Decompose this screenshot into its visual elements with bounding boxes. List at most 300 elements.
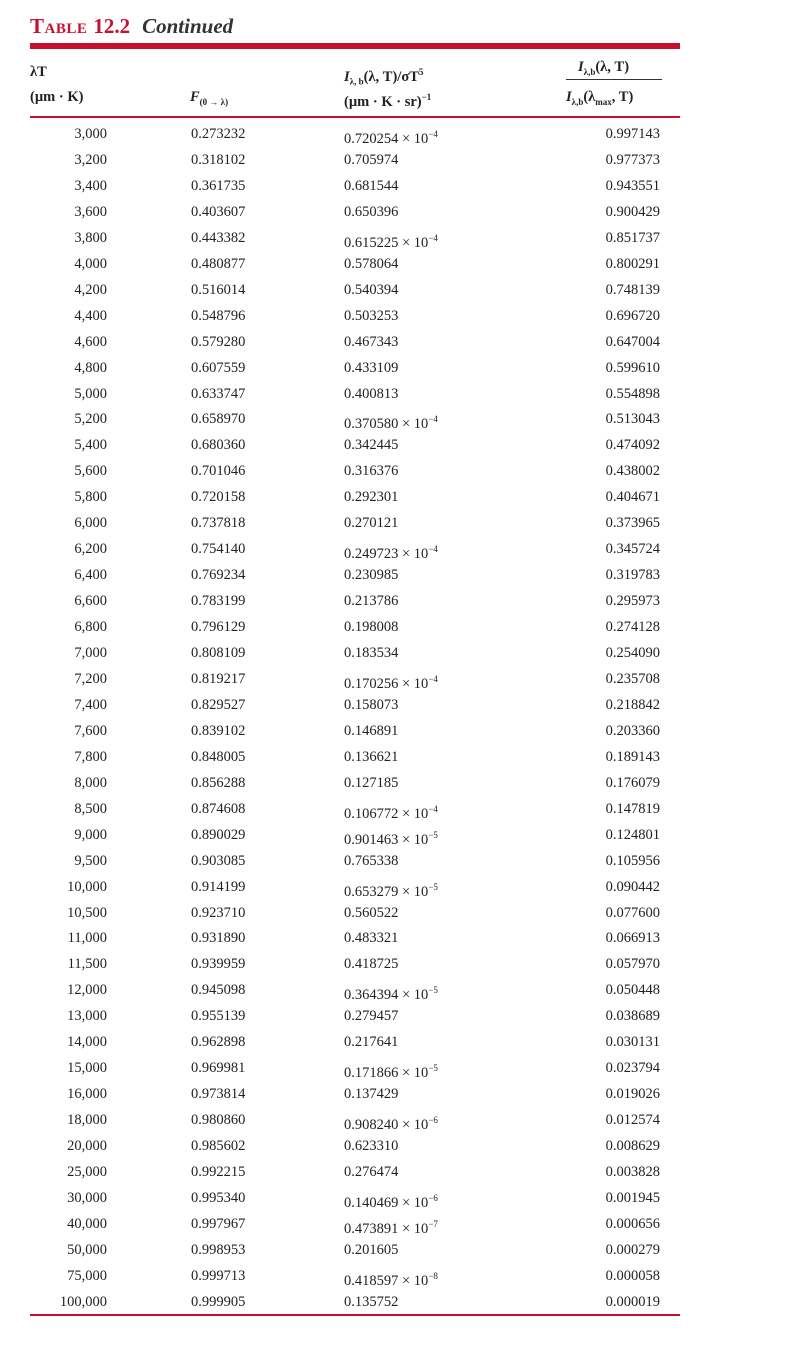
header-lambda-t-unit-label: (µm · K) xyxy=(30,89,84,105)
cell-intensity-exponent: −6 xyxy=(428,1192,438,1203)
cell-intensity-value: 0.908240 × 10 xyxy=(344,1117,429,1134)
cell-lambda-t: 7,600 xyxy=(74,722,107,739)
cell-fraction: 0.607559 xyxy=(191,359,246,376)
cell-intensity xyxy=(344,462,398,480)
cell-intensity-exponent: −5 xyxy=(428,985,438,996)
cell-ratio: 0.554898 xyxy=(605,385,660,402)
cell-fraction: 0.962898 xyxy=(191,1034,246,1051)
cell-ratio: 0.124801 xyxy=(605,826,660,843)
cell-intensity xyxy=(344,826,438,849)
cell-ratio: 0.189143 xyxy=(605,748,660,765)
cell-ratio: 0.513043 xyxy=(605,411,660,428)
cell-lambda-t: 10,500 xyxy=(67,904,107,921)
cell-lambda-t: 75,000 xyxy=(67,1267,107,1284)
table-row xyxy=(0,696,788,722)
cell-lambda-t: 3,400 xyxy=(74,177,107,194)
cell-lambda-t: 4,600 xyxy=(74,333,107,350)
cell-intensity-value: 0.127185 xyxy=(344,774,399,791)
cell-intensity-exponent: −4 xyxy=(428,414,438,425)
cell-intensity-value: 0.158073 xyxy=(344,696,399,713)
cell-intensity-value: 0.279457 xyxy=(344,1008,399,1025)
cell-intensity-value: 0.170256 × 10 xyxy=(344,675,429,692)
cell-intensity-value: 0.183534 xyxy=(344,645,399,661)
cell-intensity xyxy=(344,929,398,947)
cell-lambda-t: 14,000 xyxy=(67,1034,107,1051)
cell-intensity-value: 0.171866 × 10 xyxy=(344,1065,429,1082)
cell-intensity-value: 0.270121 xyxy=(344,515,399,532)
table-row xyxy=(0,800,788,826)
cell-fraction: 0.923710 xyxy=(191,904,246,921)
cell-intensity-exponent: −8 xyxy=(428,1270,438,1281)
cell-intensity-value: 0.135752 xyxy=(344,1293,399,1310)
cell-intensity xyxy=(344,410,438,433)
cell-lambda-t: 6,800 xyxy=(74,619,107,636)
header-rule xyxy=(30,116,680,118)
table-row xyxy=(0,904,788,930)
cell-lambda-t: 15,000 xyxy=(67,1060,107,1077)
cell-fraction: 0.443382 xyxy=(191,229,246,246)
cell-fraction: 0.769234 xyxy=(191,567,246,584)
top-rule xyxy=(30,43,680,49)
cell-ratio: 0.438002 xyxy=(605,463,660,480)
cell-ratio: 0.997143 xyxy=(605,126,660,142)
cell-ratio: 0.373965 xyxy=(605,515,660,532)
table-row xyxy=(0,1007,788,1033)
cell-intensity xyxy=(344,281,398,299)
table-row xyxy=(0,722,788,748)
cell-intensity-value: 0.198008 xyxy=(344,619,399,636)
cell-ratio: 0.800291 xyxy=(605,255,660,272)
caption-number: 12.2 xyxy=(93,14,131,38)
table-row xyxy=(0,203,788,229)
cell-lambda-t: 11,000 xyxy=(67,930,107,947)
cell-intensity xyxy=(344,177,398,195)
cell-intensity xyxy=(344,618,398,636)
cell-fraction: 0.848005 xyxy=(191,748,246,765)
cell-lambda-t: 6,600 xyxy=(74,593,107,610)
table-row xyxy=(0,359,788,385)
header-intensity-unit-label: (µm · K · sr) xyxy=(344,93,422,110)
cell-ratio: 0.000279 xyxy=(605,1241,660,1258)
cell-ratio: 0.105956 xyxy=(605,852,660,869)
cell-lambda-t: 7,200 xyxy=(74,670,107,687)
table-row xyxy=(0,255,788,281)
cell-ratio: 0.319783 xyxy=(605,567,660,584)
cell-intensity-exponent: −4 xyxy=(428,544,438,555)
cell-intensity xyxy=(344,1085,398,1103)
header-ratio-num-expr: (λ, T) xyxy=(595,59,630,75)
table-row xyxy=(0,1189,788,1215)
cell-fraction: 0.480877 xyxy=(191,255,246,272)
cell-fraction: 0.945098 xyxy=(191,982,246,999)
cell-ratio: 0.003828 xyxy=(605,1164,660,1180)
cell-intensity xyxy=(344,670,438,693)
cell-fraction: 0.633747 xyxy=(191,385,246,402)
cell-fraction: 0.808109 xyxy=(191,645,246,661)
cell-intensity-value: 0.653279 × 10 xyxy=(344,883,429,900)
cell-intensity xyxy=(344,333,398,351)
table-row xyxy=(0,488,788,514)
caption-label: Table xyxy=(30,14,88,38)
cell-ratio: 0.066913 xyxy=(605,930,660,947)
cell-intensity-value: 0.276474 xyxy=(344,1164,399,1180)
cell-fraction: 0.361735 xyxy=(191,177,246,194)
cell-fraction: 0.890029 xyxy=(191,826,246,843)
cell-ratio: 0.404671 xyxy=(605,489,660,506)
cell-intensity-exponent: −4 xyxy=(428,673,438,684)
cell-intensity xyxy=(344,255,398,273)
cell-ratio: 0.748139 xyxy=(605,281,660,298)
cell-intensity xyxy=(344,488,398,506)
table-row xyxy=(0,177,788,203)
cell-intensity-value: 0.213786 xyxy=(344,593,399,610)
cell-fraction: 0.903085 xyxy=(191,852,246,869)
cell-intensity-value: 0.201605 xyxy=(344,1241,399,1258)
header-lambda-t-label: λT xyxy=(30,64,47,80)
cell-ratio: 0.008629 xyxy=(605,1138,660,1155)
cell-lambda-t: 9,000 xyxy=(74,826,107,843)
cell-lambda-t: 16,000 xyxy=(67,1086,107,1103)
cell-fraction: 0.737818 xyxy=(191,515,246,532)
cell-intensity xyxy=(344,1215,438,1238)
cell-ratio: 0.274128 xyxy=(605,619,660,636)
table-row xyxy=(0,333,788,359)
cell-lambda-t: 30,000 xyxy=(67,1189,107,1206)
header-ratio-denominator xyxy=(566,88,633,111)
cell-intensity-value: 0.560522 xyxy=(344,904,399,921)
cell-intensity xyxy=(344,955,398,973)
cell-ratio: 0.012574 xyxy=(605,1112,660,1129)
cell-fraction: 0.931890 xyxy=(191,930,246,947)
cell-intensity xyxy=(344,1111,438,1134)
cell-intensity-value: 0.418597 × 10 xyxy=(344,1272,429,1289)
cell-intensity-value: 0.342445 xyxy=(344,437,399,454)
table-row xyxy=(0,229,788,255)
cell-intensity xyxy=(344,229,438,252)
cell-intensity xyxy=(344,1007,398,1025)
header-ratio-num-symbol: I xyxy=(578,59,584,75)
cell-lambda-t: 3,600 xyxy=(74,203,107,220)
cell-intensity xyxy=(344,592,398,610)
cell-ratio: 0.943551 xyxy=(605,177,660,194)
table-row xyxy=(0,644,788,670)
cell-ratio: 0.057970 xyxy=(605,956,660,973)
cell-lambda-t: 50,000 xyxy=(67,1241,107,1258)
table-row xyxy=(0,748,788,774)
cell-lambda-t: 5,600 xyxy=(74,463,107,480)
table-row xyxy=(0,981,788,1007)
cell-lambda-t: 40,000 xyxy=(67,1215,107,1232)
cell-intensity-exponent: −6 xyxy=(428,1115,438,1126)
table-row xyxy=(0,307,788,333)
cell-intensity-exponent: −4 xyxy=(428,129,438,139)
cell-intensity xyxy=(344,385,398,403)
header-intensity-unit-power: −1 xyxy=(421,92,432,102)
table-row xyxy=(0,1215,788,1241)
header-intensity xyxy=(344,63,423,91)
cell-intensity-value: 0.292301 xyxy=(344,489,399,506)
cell-lambda-t: 20,000 xyxy=(67,1138,107,1155)
cell-fraction: 0.997967 xyxy=(191,1215,246,1232)
cell-lambda-t: 10,000 xyxy=(67,878,107,895)
cell-fraction: 0.318102 xyxy=(191,151,246,168)
header-ratio-den-subscript: λ,b xyxy=(571,96,584,107)
cell-intensity-value: 0.681544 xyxy=(344,177,399,194)
cell-ratio: 0.345724 xyxy=(605,541,660,558)
cell-fraction: 0.579280 xyxy=(191,333,246,350)
cell-intensity xyxy=(344,125,438,148)
cell-lambda-t: 4,400 xyxy=(74,307,107,324)
cell-fraction: 0.829527 xyxy=(191,696,246,713)
cell-lambda-t: 13,000 xyxy=(67,1008,107,1025)
cell-intensity-value: 0.467343 xyxy=(344,333,399,350)
cell-ratio: 0.030131 xyxy=(605,1034,660,1051)
cell-intensity-value: 0.705974 xyxy=(344,151,399,168)
cell-lambda-t: 100,000 xyxy=(59,1293,107,1310)
cell-intensity-value: 0.623310 xyxy=(344,1138,399,1155)
cell-fraction: 0.839102 xyxy=(191,722,246,739)
cell-ratio: 0.038689 xyxy=(605,1008,660,1025)
table-row xyxy=(0,1137,788,1163)
cell-intensity-value: 0.578064 xyxy=(344,255,399,272)
cell-intensity-value: 0.137429 xyxy=(344,1086,399,1103)
bottom-rule xyxy=(30,1314,680,1316)
cell-intensity xyxy=(344,1033,398,1051)
cell-lambda-t: 8,500 xyxy=(74,800,107,817)
cell-lambda-t: 5,800 xyxy=(74,489,107,506)
cell-fraction: 0.403607 xyxy=(191,203,246,220)
cell-fraction: 0.973814 xyxy=(191,1086,246,1103)
cell-ratio: 0.474092 xyxy=(605,437,660,454)
cell-intensity xyxy=(344,1267,438,1290)
table-row xyxy=(0,514,788,540)
table-row xyxy=(0,878,788,904)
cell-intensity xyxy=(344,1293,398,1311)
header-ratio-num-subscript: λ,b xyxy=(583,66,596,77)
header-ratio-fraction-bar xyxy=(566,79,662,80)
table-row xyxy=(0,955,788,981)
cell-intensity-exponent: −7 xyxy=(428,1218,438,1229)
table-row xyxy=(0,436,788,462)
header-ratio-den-symbol: I xyxy=(566,89,572,105)
cell-fraction: 0.720158 xyxy=(191,489,246,506)
cell-fraction: 0.995340 xyxy=(191,1189,246,1206)
cell-intensity-exponent: −5 xyxy=(428,829,438,840)
table-row xyxy=(0,566,788,592)
table-row xyxy=(0,462,788,488)
cell-fraction: 0.273232 xyxy=(191,126,246,142)
cell-intensity-value: 0.146891 xyxy=(344,722,399,739)
table-row xyxy=(0,1111,788,1137)
table-row xyxy=(0,1085,788,1111)
cell-lambda-t: 3,200 xyxy=(74,151,107,168)
cell-intensity-value: 0.106772 × 10 xyxy=(344,805,429,822)
cell-intensity-value: 0.765338 xyxy=(344,852,399,869)
cell-ratio: 0.599610 xyxy=(605,359,660,376)
header-lambda-t xyxy=(30,63,47,81)
cell-intensity-exponent: −4 xyxy=(428,803,438,814)
cell-fraction: 0.939959 xyxy=(191,956,246,973)
header-intensity-subscript: λ, b xyxy=(349,76,364,87)
cell-intensity-value: 0.540394 xyxy=(344,281,399,298)
header-fraction xyxy=(190,88,228,111)
cell-fraction: 0.999905 xyxy=(191,1293,246,1310)
cell-ratio: 0.077600 xyxy=(605,904,660,921)
cell-lambda-t: 7,000 xyxy=(74,645,107,661)
cell-intensity-value: 0.249723 × 10 xyxy=(344,546,429,563)
table-row xyxy=(0,929,788,955)
cell-intensity xyxy=(344,904,398,922)
cell-fraction: 0.680360 xyxy=(191,437,246,454)
cell-ratio: 0.295973 xyxy=(605,593,660,610)
cell-intensity-value: 0.901463 × 10 xyxy=(344,831,429,848)
cell-ratio: 0.176079 xyxy=(605,774,660,791)
caption-continued: Continued xyxy=(142,14,234,38)
cell-fraction: 0.754140 xyxy=(191,541,246,558)
table-row xyxy=(0,151,788,177)
header-intensity-power: 5 xyxy=(418,67,424,77)
cell-ratio: 0.000058 xyxy=(605,1267,660,1284)
header-ratio-den-lambda: (λ xyxy=(583,89,596,105)
cell-ratio: 0.254090 xyxy=(605,645,660,661)
header-fraction-symbol: F xyxy=(190,89,200,105)
cell-lambda-t: 4,800 xyxy=(74,359,107,376)
cell-lambda-t: 7,400 xyxy=(74,696,107,713)
cell-intensity xyxy=(344,203,398,221)
cell-intensity-exponent: −5 xyxy=(428,881,438,892)
cell-intensity-value: 0.217641 xyxy=(344,1034,399,1051)
cell-intensity-value: 0.230985 xyxy=(344,567,399,584)
cell-intensity-value: 0.140469 × 10 xyxy=(344,1194,429,1211)
cell-intensity-value: 0.364394 × 10 xyxy=(344,987,429,1004)
table-row xyxy=(0,125,788,151)
header-fraction-subscript: (0 → λ) xyxy=(199,96,229,107)
cell-fraction: 0.992215 xyxy=(191,1164,246,1180)
cell-fraction: 0.999713 xyxy=(191,1267,246,1284)
table-row xyxy=(0,281,788,307)
table-row xyxy=(0,826,788,852)
cell-intensity xyxy=(344,566,398,584)
header-intensity-expr: (λ, T)/σT xyxy=(363,68,419,85)
cell-intensity-value: 0.433109 xyxy=(344,359,399,376)
cell-intensity xyxy=(344,151,398,169)
table-row xyxy=(0,774,788,800)
cell-lambda-t: 4,200 xyxy=(74,281,107,298)
table-row xyxy=(0,385,788,411)
cell-ratio: 0.000019 xyxy=(605,1293,660,1310)
cell-ratio: 0.000656 xyxy=(605,1215,660,1232)
cell-ratio: 0.977373 xyxy=(605,151,660,168)
cell-intensity-value: 0.650396 xyxy=(344,203,399,220)
cell-fraction: 0.914199 xyxy=(191,878,246,895)
cell-lambda-t: 12,000 xyxy=(67,982,107,999)
cell-intensity xyxy=(344,1189,438,1212)
header-ratio-den-expr: , T) xyxy=(611,89,634,105)
cell-fraction: 0.819217 xyxy=(191,670,246,687)
cell-intensity xyxy=(344,359,398,377)
cell-ratio: 0.090442 xyxy=(605,878,660,895)
cell-lambda-t: 6,200 xyxy=(74,541,107,558)
cell-ratio: 0.050448 xyxy=(605,982,660,999)
table-row xyxy=(0,1241,788,1267)
cell-lambda-t: 8,000 xyxy=(74,774,107,791)
cell-ratio: 0.147819 xyxy=(605,800,660,817)
cell-fraction: 0.783199 xyxy=(191,593,246,610)
cell-ratio: 0.647004 xyxy=(605,333,660,350)
cell-ratio: 0.019026 xyxy=(605,1086,660,1103)
header-ratio-numerator xyxy=(578,58,629,81)
header-intensity-symbol: I xyxy=(344,68,350,85)
cell-intensity xyxy=(344,774,398,792)
cell-intensity-exponent: −5 xyxy=(428,1063,438,1074)
cell-fraction: 0.701046 xyxy=(191,463,246,480)
cell-lambda-t: 6,400 xyxy=(74,567,107,584)
cell-lambda-t: 3,000 xyxy=(74,126,107,142)
table-row xyxy=(0,1033,788,1059)
table-row xyxy=(0,1163,788,1189)
cell-ratio: 0.696720 xyxy=(605,307,660,324)
table-caption xyxy=(30,14,233,39)
cell-intensity-value: 0.418725 xyxy=(344,956,399,973)
cell-lambda-t: 6,000 xyxy=(74,515,107,532)
cell-intensity-value: 0.316376 xyxy=(344,463,399,480)
header-lambda-t-unit xyxy=(30,88,83,106)
table-row xyxy=(0,852,788,878)
cell-intensity-value: 0.136621 xyxy=(344,748,399,765)
cell-fraction: 0.658970 xyxy=(191,411,246,428)
cell-fraction: 0.856288 xyxy=(191,774,246,791)
cell-intensity xyxy=(344,1137,398,1155)
cell-intensity-exponent: −4 xyxy=(428,232,438,243)
table-row xyxy=(0,670,788,696)
cell-fraction: 0.516014 xyxy=(191,281,246,298)
cell-lambda-t: 4,000 xyxy=(74,255,107,272)
cell-ratio: 0.218842 xyxy=(605,696,660,713)
cell-lambda-t: 7,800 xyxy=(74,748,107,765)
cell-ratio: 0.235708 xyxy=(605,670,660,687)
cell-ratio: 0.851737 xyxy=(605,229,660,246)
cell-intensity xyxy=(344,981,438,1004)
cell-intensity-value: 0.370580 × 10 xyxy=(344,416,429,433)
table-row xyxy=(0,540,788,566)
cell-intensity xyxy=(344,696,398,714)
cell-intensity xyxy=(344,1059,438,1082)
cell-intensity-value: 0.615225 × 10 xyxy=(344,234,429,251)
cell-lambda-t: 11,500 xyxy=(67,956,107,973)
cell-ratio: 0.203360 xyxy=(605,722,660,739)
header-ratio-den-max: max xyxy=(595,96,612,107)
cell-intensity xyxy=(344,540,438,563)
table-row xyxy=(0,410,788,436)
cell-intensity-value: 0.720254 × 10 xyxy=(344,131,429,147)
cell-intensity-value: 0.400813 xyxy=(344,385,399,402)
cell-fraction: 0.985602 xyxy=(191,1138,246,1155)
cell-intensity xyxy=(344,307,398,325)
cell-fraction: 0.969981 xyxy=(191,1060,246,1077)
cell-intensity xyxy=(344,1241,398,1259)
cell-ratio: 0.001945 xyxy=(605,1189,660,1206)
cell-lambda-t: 9,500 xyxy=(74,852,107,869)
cell-intensity-value: 0.473891 × 10 xyxy=(344,1220,429,1237)
cell-intensity xyxy=(344,722,398,740)
cell-lambda-t: 5,400 xyxy=(74,437,107,454)
cell-intensity-value: 0.503253 xyxy=(344,307,399,324)
cell-intensity xyxy=(344,436,398,454)
table-row xyxy=(0,592,788,618)
cell-intensity xyxy=(344,644,398,662)
header-intensity-unit xyxy=(344,88,431,111)
cell-intensity xyxy=(344,800,438,823)
